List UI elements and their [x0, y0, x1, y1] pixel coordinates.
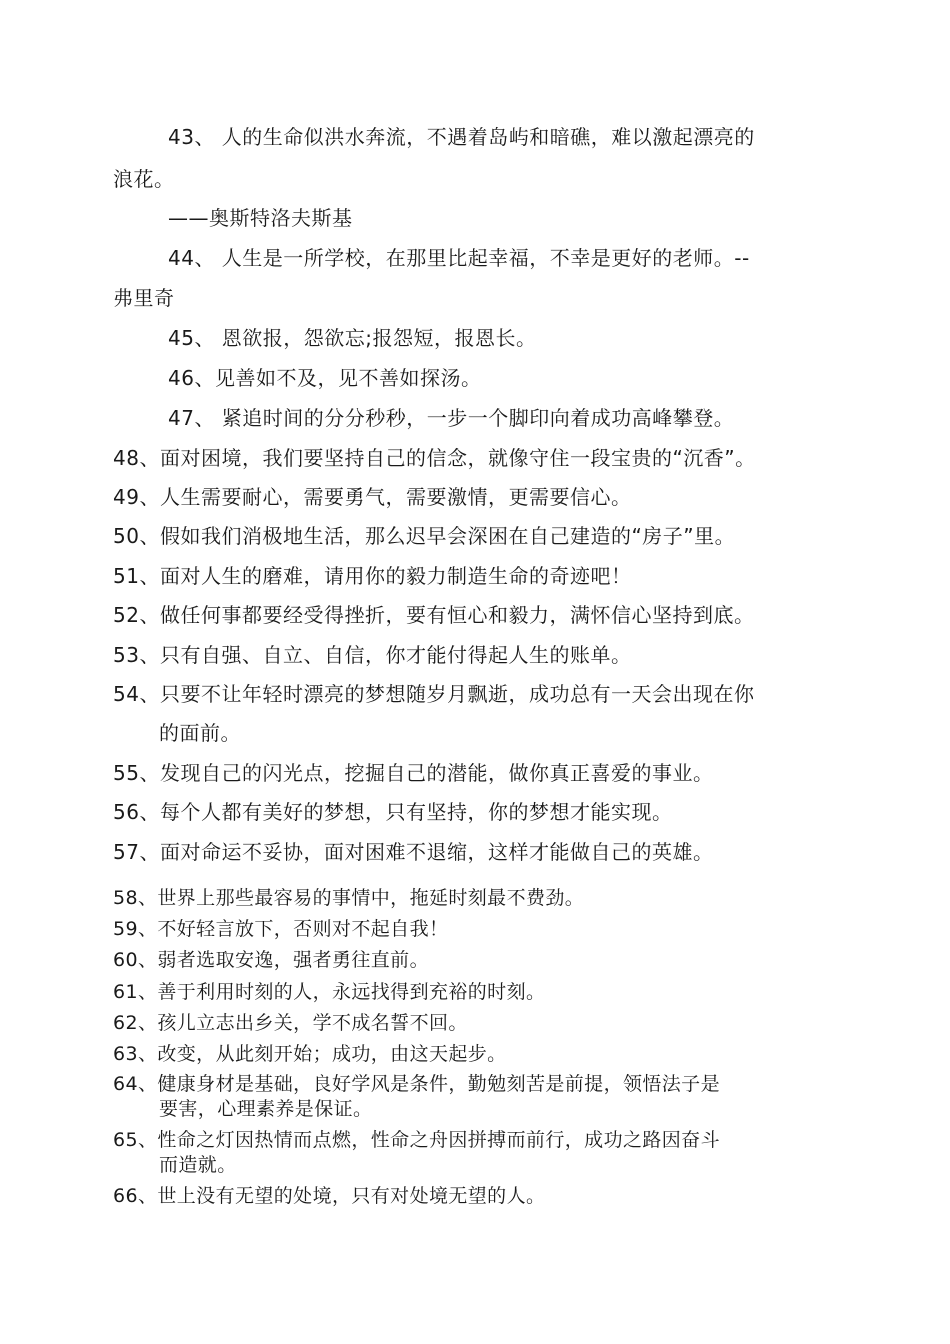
- quote-65-line-1: 65、性命之灯因热情而点燃，性命之舟因拼搏而前行，成功之路因奋斗: [113, 1129, 720, 1151]
- quote-50: 50、假如我们消极地生活，那么迟早会深困在自己建造的“房子”里。: [113, 524, 736, 548]
- quote-48: 48、面对困境，我们要坚持自己的信念，就像守住一段宝贵的“沉香”。: [113, 446, 756, 470]
- quote-58: 58、世界上那些最容易的事情中，拖延时刻最不费劲。: [113, 887, 585, 909]
- quote-64-line-1: 64、健康身材是基础，良好学风是条件，勤勉刻苦是前提，领悟法子是: [113, 1073, 720, 1095]
- quote-44-line-1: 44、 人生是一所学校，在那里比起幸福，不幸是更好的老师。--: [168, 246, 750, 270]
- quote-57: 57、面对命运不妥协，面对困难不退缩，这样才能做自己的英雄。: [113, 840, 714, 864]
- quote-52: 52、做任何事都要经受得挫折，要有恒心和毅力，满怀信心坚持到底。: [113, 603, 755, 627]
- quote-45: 45、 恩欲报，怨欲忘;报怨短，报恩长。: [168, 326, 537, 350]
- quote-44-line-2: 弗里奇: [113, 286, 175, 310]
- quote-55: 55、发现自己的闪光点，挖掘自己的潜能，做你真正喜爱的事业。: [113, 761, 714, 785]
- quote-59: 59、不好轻言放下，否则对不起自我！: [113, 918, 449, 940]
- quote-66: 66、世上没有无望的处境，只有对处境无望的人。: [113, 1185, 546, 1207]
- quote-43-line-2: 浪花。: [113, 167, 175, 191]
- quote-51: 51、面对人生的磨难，请用你的毅力制造生命的奇迹吧！: [113, 564, 632, 588]
- quote-65-line-2: 而造就。: [159, 1154, 237, 1176]
- quote-64-line-2: 要害，心理素养是保证。: [159, 1098, 373, 1120]
- quote-43-line-1: 43、 人的生命似洪水奔流，不遇着岛屿和暗礁，难以激起漂亮的: [168, 125, 755, 149]
- quote-53: 53、只有自强、自立、自信，你才能付得起人生的账单。: [113, 643, 632, 667]
- quote-61: 61、善于利用时刻的人，永远找得到充裕的时刻。: [113, 981, 546, 1003]
- quote-54-line-2: 的面前。: [159, 721, 241, 745]
- quote-60: 60、弱者选取安逸，强者勇往直前。: [113, 949, 429, 971]
- quote-63: 63、改变，从此刻开始；成功，由这天起步。: [113, 1043, 507, 1065]
- quote-62: 62、孩儿立志出乡关，学不成名誓不回。: [113, 1012, 468, 1034]
- quote-56: 56、每个人都有美好的梦想，只有坚持，你的梦想才能实现。: [113, 800, 673, 824]
- quote-47: 47、 紧追时间的分分秒秒，一步一个脚印向着成功高峰攀登。: [168, 406, 735, 430]
- quote-46: 46、见善如不及，见不善如探汤。: [168, 366, 482, 390]
- quote-43-author: ——奥斯特洛夫斯基: [168, 206, 353, 230]
- quote-49: 49、人生需要耐心，需要勇气，需要激情，更需要信心。: [113, 485, 632, 509]
- quote-54-line-1: 54、只要不让年轻时漂亮的梦想随岁月飘逝，成功总有一天会出现在你: [113, 682, 755, 706]
